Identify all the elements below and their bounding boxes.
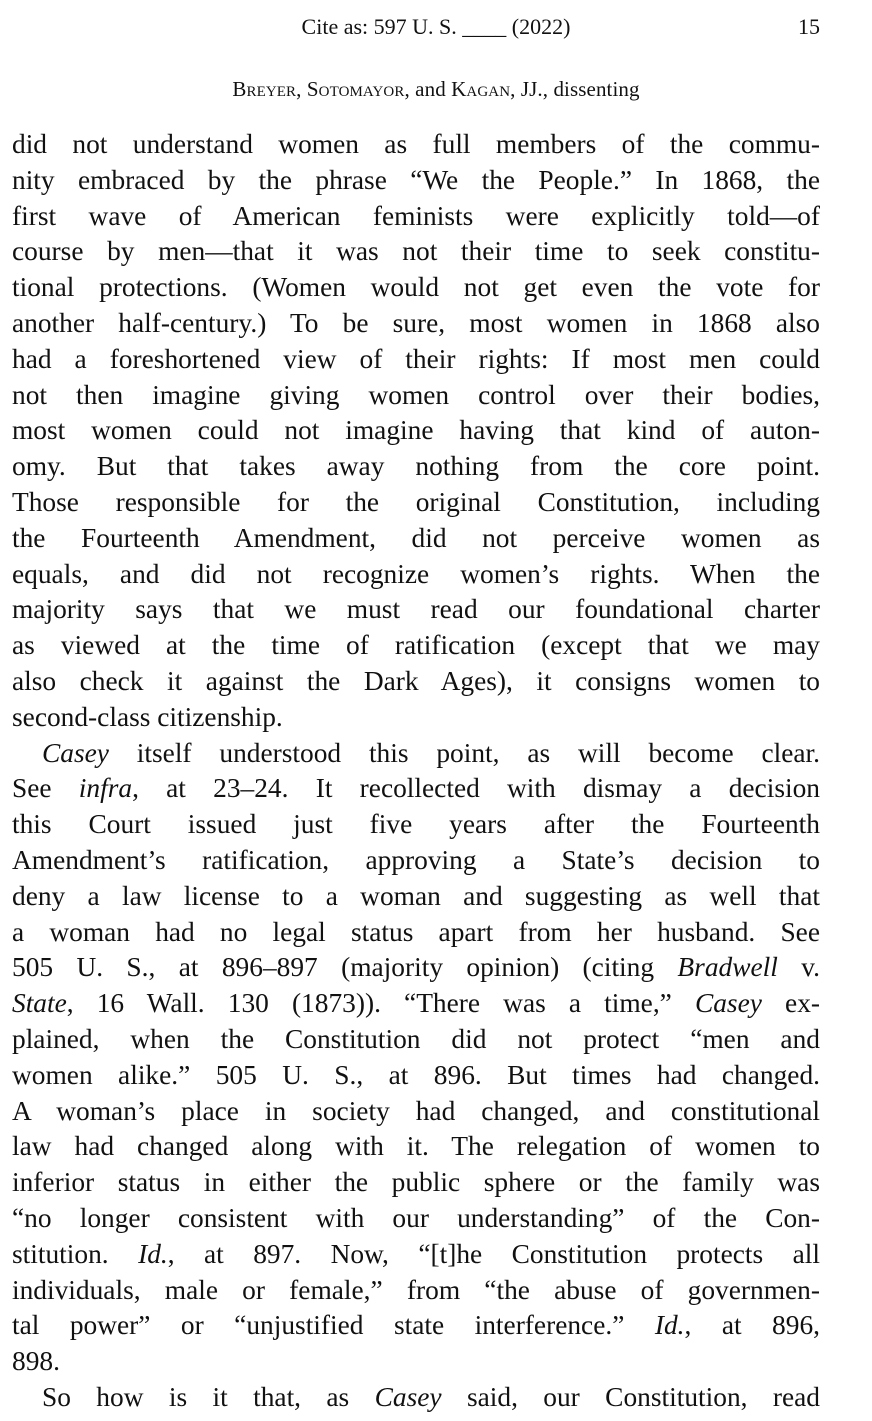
case-name-state: State — [12, 988, 67, 1019]
text-line: the Fourteenth Amendment, did not perceive women as — [12, 522, 820, 553]
text-line: Those responsible for the original Constitution, including — [12, 486, 820, 517]
text-line: as viewed at the time of ratification (except that we may — [12, 630, 820, 661]
page-number: 15 — [798, 14, 820, 39]
text-line: “no longer consistent with our understanding” of the Con- — [12, 1202, 820, 1233]
text-line: also check it against the Dark Ages), it consigns women to — [12, 665, 820, 696]
justice-breyer: Breyer — [232, 77, 297, 101]
text-line: State, 16 Wall. 130 (1873)). “There was a time,” Casey ex- — [12, 988, 821, 1019]
signal-infra: infra — [78, 773, 133, 804]
text-line: Amendment’s ratification, approving a State’s decision to — [12, 844, 820, 875]
justice-kagan: Kagan — [451, 77, 511, 101]
text-line: another half-century.) To be sure, most women in 1868 also — [12, 307, 820, 338]
text-line: A woman’s place in society had changed, and constitutional — [12, 1095, 820, 1126]
text-line: So how is it that, as Casey said, our Constitution, read — [42, 1381, 820, 1412]
text-line: had a foreshortened view of their rights: If most men could — [12, 343, 820, 374]
justice-sotomayor: Sotomayor — [306, 77, 405, 101]
text-line: course by men—that it was not their time to seek constitu- — [12, 236, 820, 267]
dissenting-label: JJ., dissenting — [520, 77, 640, 101]
paragraph-2 — [12, 736, 820, 1380]
text-line: tal power” or “unjustified state interference.” Id., at 896, — [12, 1310, 820, 1341]
text-line: nity embraced by the phrase “We the People.” In 1868, the — [12, 164, 820, 195]
text-line: plained, when the Constitution did not protect “men and — [12, 1023, 820, 1054]
text-line: deny a law license to a woman and suggesting as well that — [12, 880, 820, 911]
text-line: first wave of American feminists were explicitly told—of — [12, 200, 820, 231]
text-line: not then imagine giving women control over their bodies, — [12, 379, 820, 410]
text-line: stitution. Id., at 897. Now, “[t]he Constitution protects all — [12, 1238, 820, 1269]
text-line: 505 U. S., at 896–897 (majority opinion) (citing Bradwell v. — [12, 952, 820, 983]
case-name-casey: Casey — [694, 988, 762, 1019]
dissenting-justices-header: Breyer, Sotomayor, and Kagan, JJ., dissenting — [232, 77, 640, 101]
text-line: individuals, male or female,” from “the abuse of governmen- — [12, 1274, 820, 1305]
paragraph-3 — [12, 1380, 820, 1416]
running-header — [0, 14, 872, 44]
text-line: this Court issued just five years after the Fourteenth — [12, 809, 820, 840]
text-line: equals, and did not recognize women’s rights. When the — [12, 558, 820, 589]
text-line: most women could not imagine having that kind of auton- — [12, 415, 820, 446]
text-line: Casey itself understood this point, as will become clear. — [42, 737, 820, 768]
citation-header: Cite as: 597 U. S. ____ (2022) — [301, 14, 571, 39]
text-line: a woman had no legal status apart from her husband. See — [12, 916, 820, 947]
case-name-casey: Casey — [374, 1381, 442, 1412]
case-name-casey: Casey — [42, 737, 109, 768]
text-line: 898. — [12, 1346, 60, 1377]
opinion-body — [12, 127, 820, 1416]
text-line: majority says that we must read our foundational charter — [12, 594, 820, 625]
citation-id: Id. — [654, 1310, 685, 1341]
text-line: women alike.” 505 U. S., at 896. But times had changed. — [12, 1059, 820, 1090]
text-line: did not understand women as full members of the commu- — [12, 129, 820, 159]
citation-id: Id. — [138, 1238, 168, 1269]
text-line: law had changed along with it. The relegation of women to — [12, 1131, 820, 1162]
case-name-bradwell: Bradwell — [677, 952, 778, 983]
text-line: omy. But that takes away nothing from the core point. — [12, 451, 820, 482]
text-line: See infra, at 23–24. It recollected with dismay a decision — [12, 773, 820, 804]
text-line: tional protections. (Women would not get even the vote for — [12, 272, 820, 303]
conjunction: and — [415, 77, 446, 101]
text-line: inferior status in either the public sphere or the family was — [12, 1167, 820, 1198]
text-line: second-class citizenship. — [12, 701, 283, 732]
paragraph-1 — [12, 127, 820, 736]
